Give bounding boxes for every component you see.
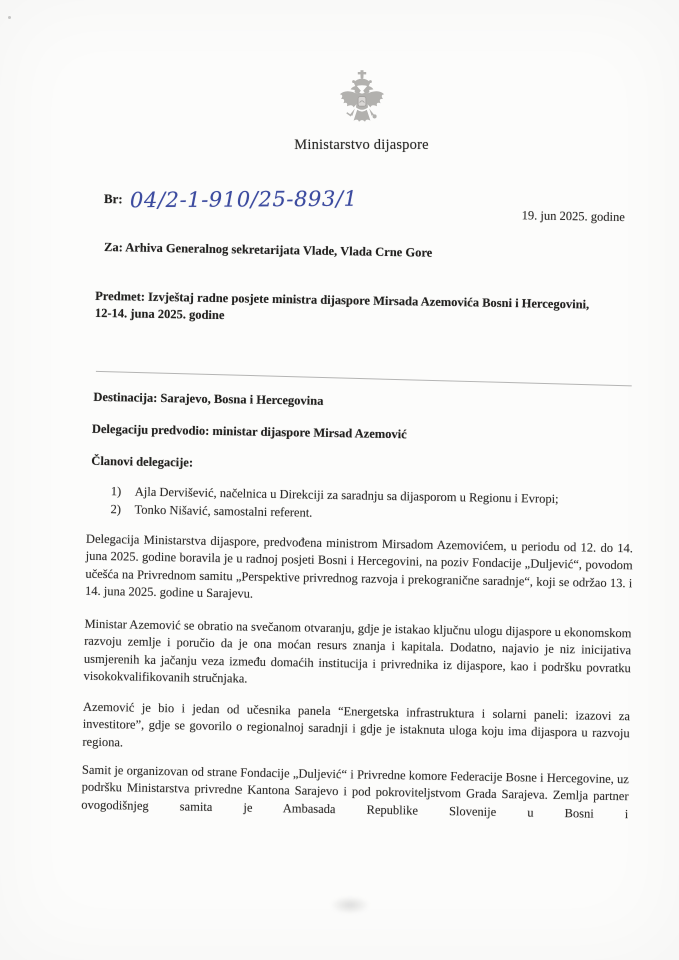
leader-text: ministar dijaspore Mirsad Azemović <box>212 423 407 442</box>
leader-label: Delegaciju predvodio: <box>91 421 210 438</box>
destination-text: Sarajevo, Bosna i Hercegovina <box>160 391 324 408</box>
delegation-leader-line <box>92 422 407 442</box>
reference-line <box>104 184 358 212</box>
list-item-number: 2) <box>110 501 122 516</box>
members-list <box>110 483 558 526</box>
bleed-through-mark <box>330 896 370 914</box>
subject-text: Izvještaj radne posjete ministra dijaspore Mirsada Azemovića Bosni i Hercegovini, 12-14. juna 2025. godine <box>94 289 590 323</box>
recipient-line <box>104 240 432 261</box>
list-item-number: 1) <box>110 484 122 499</box>
ministry-name: Ministarstvo dijaspore <box>294 137 429 153</box>
destination-label: Destinacija: <box>93 389 158 405</box>
paragraph-3: Azemović je bio i jedan od učesnika panela “Energetska infrastruktura i solarni paneli: izazovi za investitore”, gdje se govorilo o regionalnoj saradnji i gdje je istaknuta uloga koju ima dijaspora u razvoju regiona. <box>82 699 631 749</box>
letter-date: 19. jun 2025. godine <box>521 208 625 225</box>
recipient-label: Za: <box>103 239 123 255</box>
members-heading: Članovi delegacije: <box>91 453 194 470</box>
destination-line <box>93 390 323 409</box>
horizontal-rule <box>96 371 632 386</box>
list-item-text: Tonko Nišavić, samostalni referent. <box>134 502 313 520</box>
reference-number-handwritten: 04/2-1-910/25-893/1 <box>129 186 358 213</box>
paragraph-2: Ministar Azemović se obratio na svečanom otvaranju, gdje je istakao ključnu ulogu dijaspore u ekonomskom razvoju zemlje i poručio da je ona moćan resurs znanja i kapitala. Dodatno, najavio je niz inicijativa usmjerenih ka jačanju veza između domaćih institucija i privrednika iz dijaspore, kao i podršku povratku visokokvalifikovanih stručnjaka. <box>83 616 632 686</box>
recipient-text: Arhiva Generalnog sekretarijata Vlade, Vlada Crne Gore <box>125 240 433 260</box>
paragraph-4: Samit je organizovan od strane Fondacije „Duljević“ i Privredne komore Federacije Bosne i Hercegovine, uz podršku Ministarstva privredne Kantona Sarajevo i pod pokroviteljstvom Grada Sarajeva. Zemlja partner ovogodišnjeg samita je Ambasada Republike Slovenije u Bosni i <box>81 762 630 821</box>
subject-label: Predmet: <box>95 288 146 304</box>
reference-label: Br: <box>103 190 123 207</box>
list-item-text: Ajla Dervišević, načelnica u Direkciji za saradnju sa dijasporom u Regionu i Evropi; <box>134 484 559 506</box>
paragraph-1: Delegacija Ministarstva dijaspore, predvođena ministrom Mirsadom Azemovićem, u periodu od 12. do 14. juna 2025. godine boravila je u radnoj posjeti Bosni i Hercegovini, na poziv Fondacije „Duljević“, povodom učešća na Privrednom samitu „Perspektive privrednog razvoja i prekogranične saradnje“, koji se održao 13. i 14. juna 2025. godine u Sarajevu. <box>84 531 634 601</box>
subject-line <box>95 288 601 331</box>
